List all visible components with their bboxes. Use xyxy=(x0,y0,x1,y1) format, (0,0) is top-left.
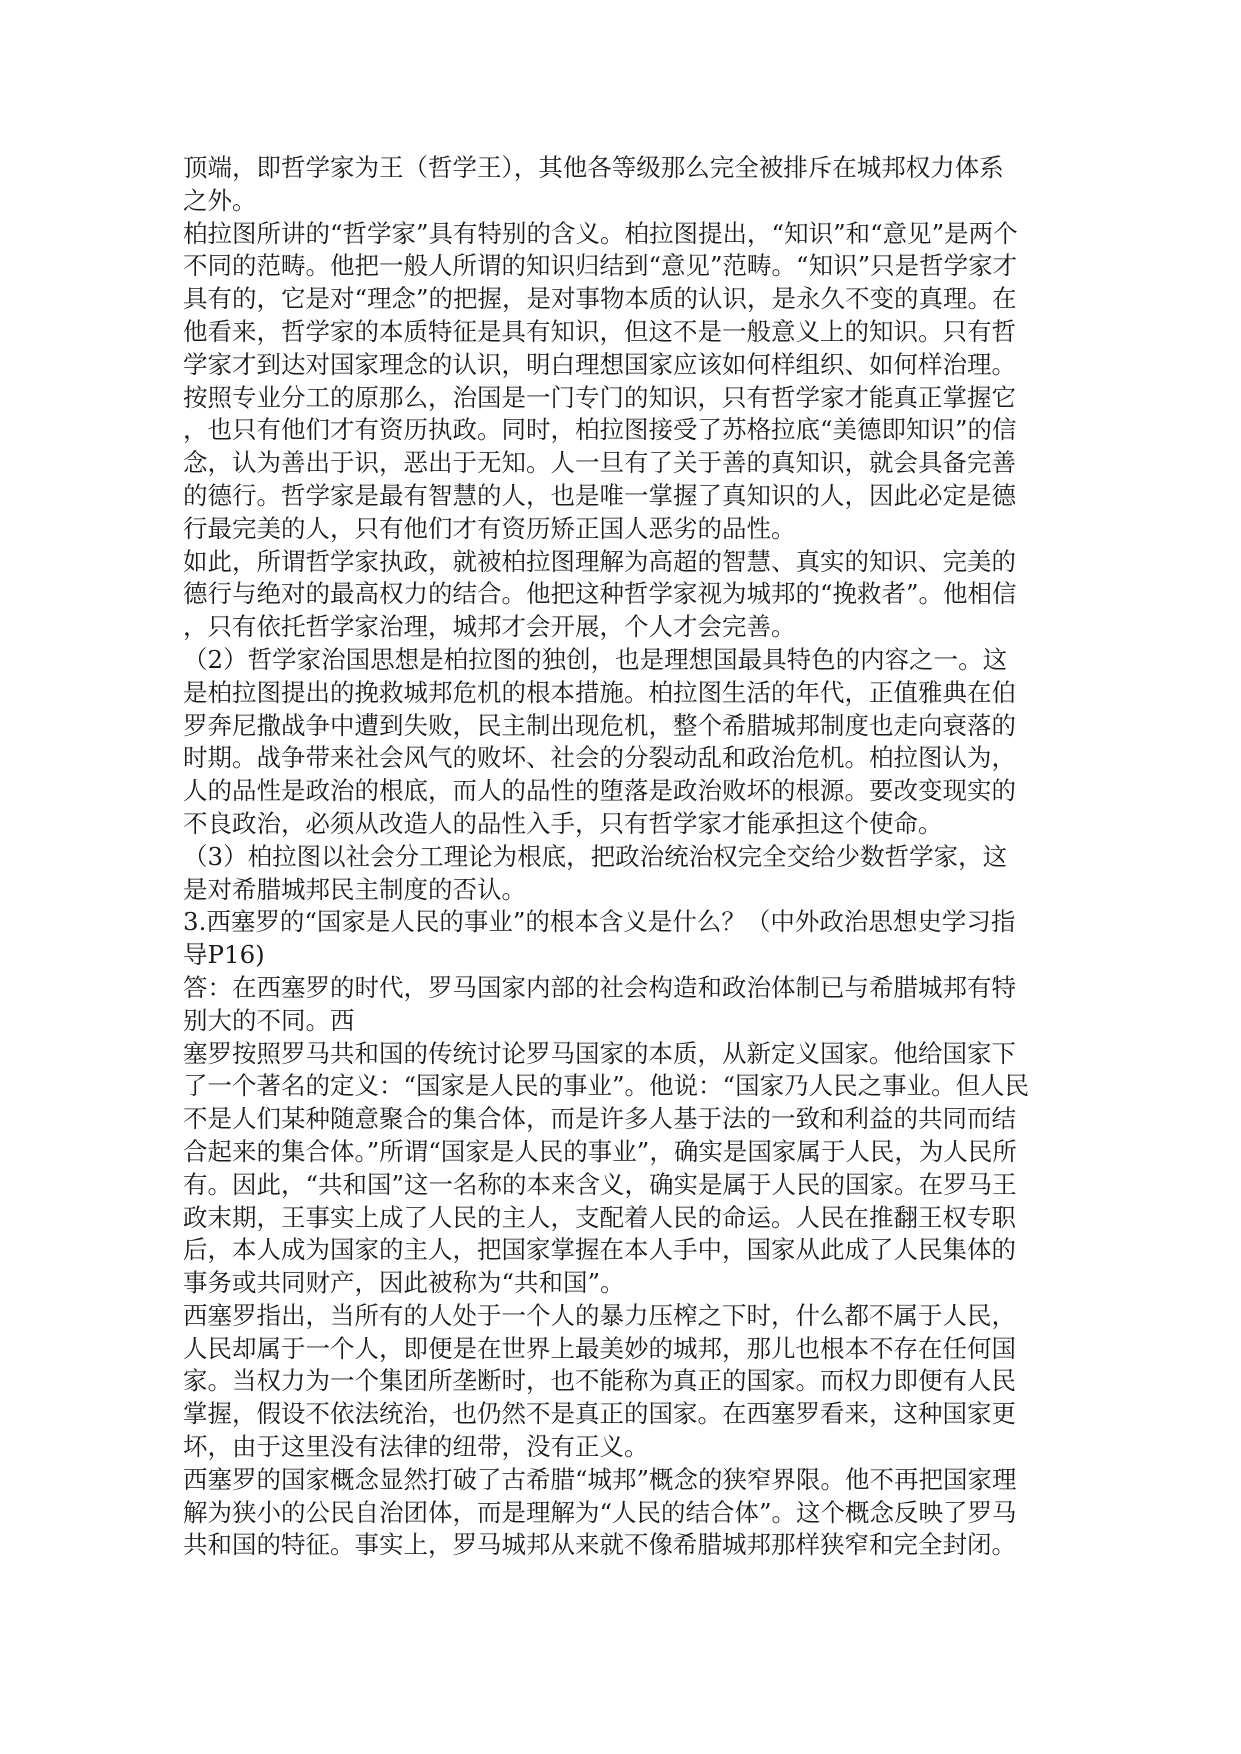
text-line: ，只有依托哲学家治理，城邦才会开展，个人才会完善。 xyxy=(183,612,796,642)
text-line: 行最完美的人，只有他们才有资历矫正国人恶劣的品性。 xyxy=(183,513,796,543)
text-line: 合起来的集合体。”所谓“国家是人民的事业”，确实是国家属于人民，为人民所 xyxy=(183,1136,1017,1166)
text-line: 塞罗按照罗马共和国的传统讨论罗马国家的本质，从新定义国家。他给国家下 xyxy=(183,1038,1016,1068)
text-line: 顶端，即哲学家为王（哲学王），其他各等级那么完全被排斥在城邦权力体系 xyxy=(183,153,1004,182)
text-line: 柏拉图所讲的“哲学家”具有特别的含义。柏拉图提出，“知识”和“意见”是两个 xyxy=(183,218,1018,248)
text-line: 是对希腊城邦民主制度的否认。 xyxy=(183,874,526,904)
text-line: 时期。战争带来社会风气的败坏、社会的分裂动乱和政治危机。柏拉图认为， xyxy=(183,743,1016,773)
document-body xyxy=(183,152,1063,1562)
text-line: 西塞罗的国家概念显然打破了古希腊“城邦”概念的狭窄界限。他不再把国家理 xyxy=(183,1464,1017,1494)
text-line: （2）哲学家治国思想是柏拉图的独创，也是理想国最具特色的内容之一。这 xyxy=(183,644,1008,674)
text-line: 罗奔尼撒战争中遭到失败，民主制出现危机，整个希腊城邦制度也走向衰落的 xyxy=(183,710,1016,740)
text-line: 解为狭小的公民自治团体，而是理解为“人民的结合体”。这个概念反映了罗马 xyxy=(183,1497,1017,1527)
text-line: 的德行。哲学家是最有智慧的人，也是唯一掌握了真知识的人，因此必定是德 xyxy=(183,480,1016,510)
text-line: 后，本人成为国家的主人，把国家掌握在本人手中，国家从此成了人民集体的 xyxy=(183,1235,1016,1265)
text-line: 家。当权力为一个集团所垄断时，也不能称为真正的国家。而权力即便有人民 xyxy=(183,1366,1016,1396)
text-line: 西塞罗指出，当所有的人处于一个人的暴力压榨之下时，什么都不属于人民， xyxy=(183,1300,1016,1330)
text-line: 事务或共同财产，因此被称为“共和国”。 xyxy=(183,1268,625,1298)
question-heading: 导P16) xyxy=(183,940,265,970)
text-line: 共和国的特征。事实上，罗马城邦从来就不像希腊城邦那样狭窄和完全封闭。 xyxy=(183,1530,1016,1560)
answer-text: 答：在西塞罗的时代，罗马国家内部的社会构造和政治体制已与希腊城邦有特 xyxy=(183,972,1016,1002)
text-line: 按照专业分工的原那么，治国是一门专门的知识，只有哲学家才能真正掌握它 xyxy=(183,382,1016,412)
text-line: 如此，所谓哲学家执政，就被柏拉图理解为高超的智慧、真实的知识、完美的 xyxy=(183,546,1016,576)
text-line: 政末期，王事实上成了人民的主人，支配着人民的命运。人民在推翻王权专职 xyxy=(183,1202,1016,1232)
text-line: 不是人们某种随意聚合的集合体，而是许多人基于法的一致和利益的共同而结 xyxy=(183,1104,1016,1134)
text-line: ，也只有他们才有资历执政。同时，柏拉图接受了苏格拉底“美德即知识”的信 xyxy=(183,415,1017,445)
text-line: 坏，由于这里没有法律的纽带，没有正义。 xyxy=(183,1432,649,1462)
text-line: 之外。 xyxy=(183,185,257,215)
text-line: 德行与绝对的最高权力的结合。他把这种哲学家视为城邦的“挽救者”。他相信 xyxy=(183,579,1017,609)
text-line: 人的品性是政治的根底，而人的品性的堕落是政治败坏的根源。要改变现实的 xyxy=(183,776,1016,806)
text-line: 具有的，它是对“理念”的把握，是对事物本质的认识，是永久不变的真理。在 xyxy=(183,284,1017,314)
text-line: 了一个著名的定义：“国家是人民的事业”。他说：“国家乃人民之事业。但人民 xyxy=(183,1071,1030,1101)
question-heading: 3.西塞罗的“国家是人民的事业”的根本含义是什么？（中外政治思想史学习指 xyxy=(183,907,1016,937)
text-line: 有。因此，“共和国”这一名称的本来含义，确实是属于人民的国家。在罗马王 xyxy=(183,1169,1017,1199)
text-line: 念，认为善出于识，恶出于无知。人一旦有了关于善的真知识，就会具备完善 xyxy=(183,448,1016,478)
text-line: 不良政治，必须从改造人的品性入手，只有哲学家才能承担这个使命。 xyxy=(183,808,943,838)
text-line: 不同的范畴。他把一般人所谓的知识归结到“意见”范畴。“知识”只是哲学家才 xyxy=(183,251,1018,281)
answer-text: 别大的不同。西 xyxy=(183,1005,355,1035)
text-line: 学家才到达对国家理念的认识，明白理想国家应该如何样组织、如何样治理。 xyxy=(183,349,1016,379)
text-line: （3）柏拉图以社会分工理论为根底，把政治统治权完全交给少数哲学家，这 xyxy=(183,841,1008,871)
text-line: 掌握，假设不依法统治，也仍然不是真正的国家。在西塞罗看来，这种国家更 xyxy=(183,1399,1016,1429)
text-line: 是柏拉图提出的挽救城邦危机的根本措施。柏拉图生活的年代，正值雅典在伯 xyxy=(183,677,1016,707)
text-line: 人民却属于一个人，即便是在世界上最美妙的城邦，那儿也根本不存在任何国 xyxy=(183,1333,1016,1363)
text-line: 他看来，哲学家的本质特征是具有知识，但这不是一般意义上的知识。只有哲 xyxy=(183,316,1016,346)
